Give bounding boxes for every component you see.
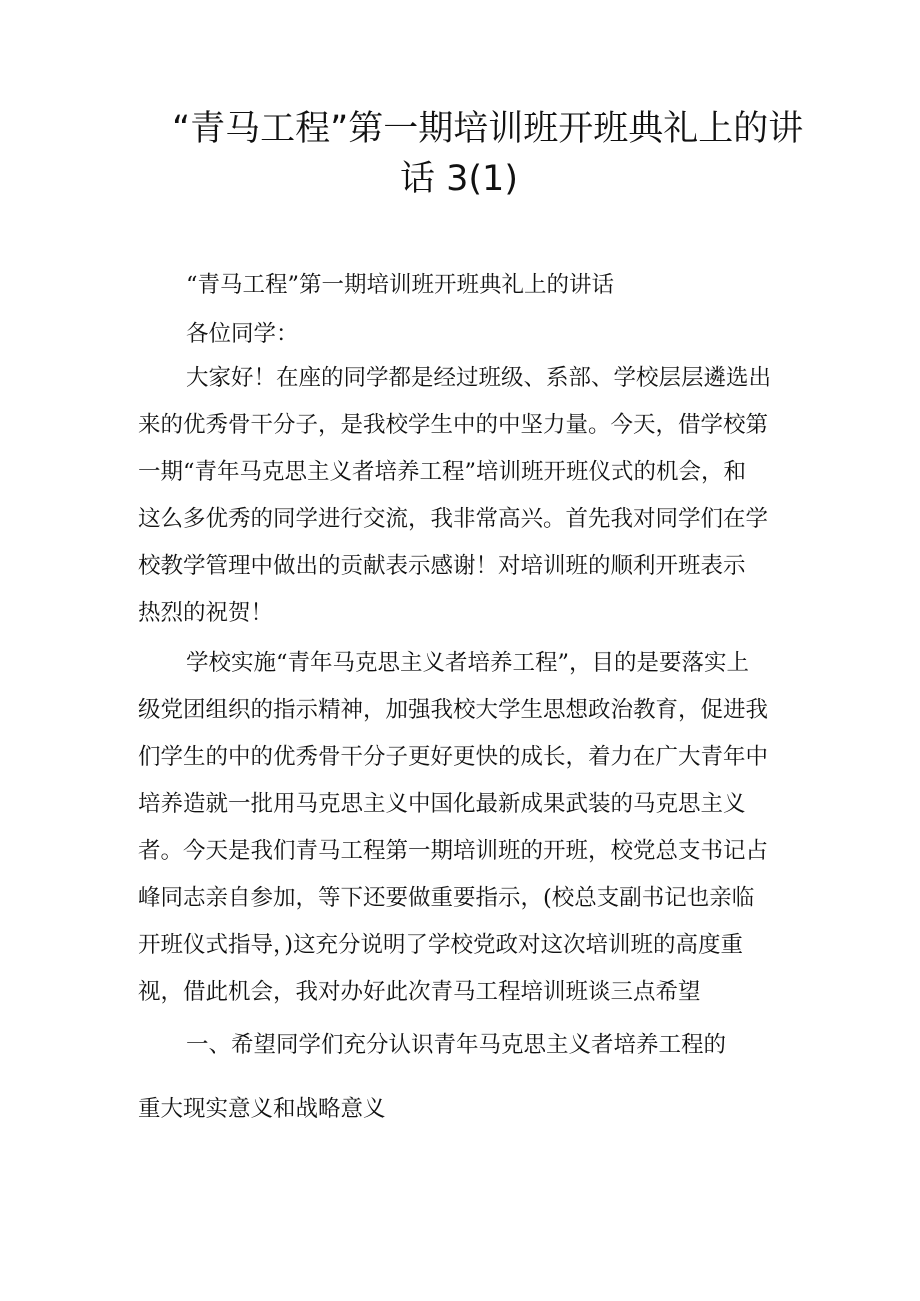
- paragraph-line: 校教学管理中做出的贡献表示感谢！对培训班的顺利开班表示: [138, 553, 746, 579]
- section-heading-line: 重大现实意义和战略意义: [138, 1096, 386, 1122]
- paragraph-line: 峰同志亲自参加，等下还要做重要指示，(校总支副书记也亲临: [138, 885, 755, 911]
- paragraph-line: 这么多优秀的同学进行交流，我非常高兴。首先我对同学们在学: [138, 506, 769, 532]
- paragraph-line: 视，借此机会，我对办好此次青马工程培训班谈三点希望: [138, 979, 701, 1005]
- paragraph-line: 者。今天是我们青马工程第一期培训班的开班，校党总支书记占: [138, 838, 769, 864]
- paragraph-line: 一期“青年马克思主义者培养工程”培训班开班仪式的机会，和: [138, 459, 747, 485]
- paragraph-line: 来的优秀骨干分子，是我校学生中的中坚力量。今天，借学校第: [138, 412, 769, 438]
- section-heading-line: 一、希望同学们充分认识青年马克思主义者培养工程的: [186, 1032, 727, 1058]
- paragraph-line: 培养造就一批用马克思主义中国化最新成果武装的马克思主义: [138, 791, 746, 817]
- salutation: 各位同学：: [186, 321, 299, 347]
- document-title-line-2: 话 3(1): [400, 159, 518, 199]
- document-title-line-1: “青马工程”第一期培训班开班典礼上的讲: [172, 109, 804, 149]
- paragraph-line: 学校实施“青年马克思主义者培养工程”，目的是要落实上: [186, 650, 750, 676]
- speech-heading: “青马工程”第一期培训班开班典礼上的讲话: [186, 272, 615, 298]
- paragraph-line: 开班仪式指导，)这充分说明了学校党政对这次培训班的高度重: [138, 932, 744, 958]
- paragraph-line: 热烈的祝贺！: [138, 600, 274, 626]
- paragraph-line: 大家好！在座的同学都是经过班级、系部、学校层层遴选出: [186, 365, 772, 391]
- paragraph-line: 们学生的中的优秀骨干分子更好更快的成长，着力在广大青年中: [138, 744, 769, 770]
- paragraph-line: 级党团组织的指示精神，加强我校大学生思想政治教育，促进我: [138, 697, 769, 723]
